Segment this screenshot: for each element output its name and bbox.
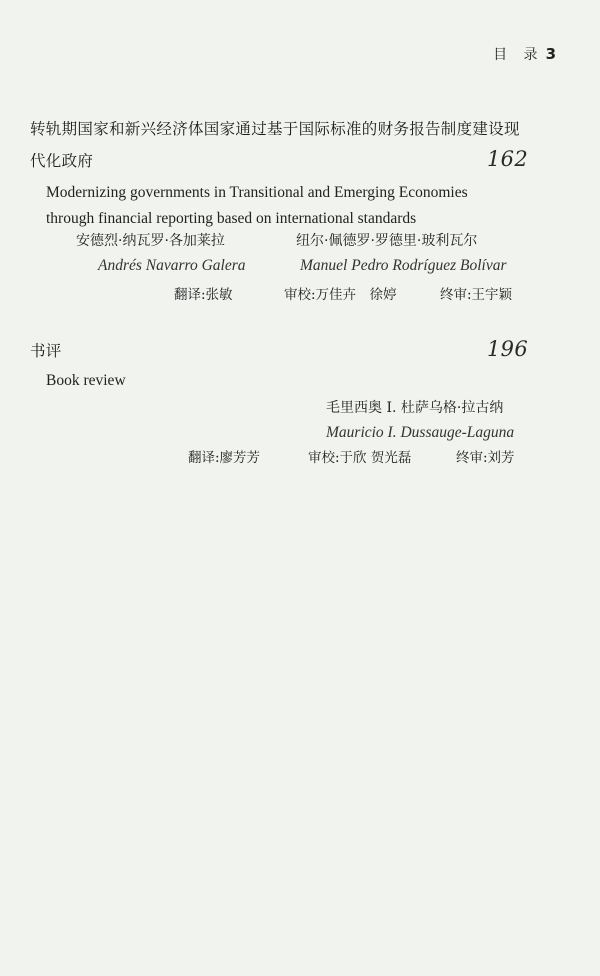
- entry-page-number[interactable]: 196: [487, 337, 528, 361]
- author-en-1: Mauricio I. Dussauge-Laguna: [326, 424, 515, 441]
- author-zh-2: 纽尔·佩德罗·罗德里·玻利瓦尔: [296, 233, 478, 249]
- toc-entry[interactable]: [30, 334, 528, 394]
- credit-reviewer: 审校:于欣 贺光磊: [308, 450, 412, 466]
- entry-zh-title: 书评: [30, 342, 62, 360]
- entry-en-title-line2: through financial reporting based on international standards: [46, 210, 417, 227]
- author-zh-1: 毛里西奥 I. 杜萨乌格·拉古纳: [326, 400, 504, 416]
- credit-final: 终审:王宇颖: [440, 287, 513, 303]
- credit-translator: 翻译:廖芳芳: [188, 450, 261, 466]
- entry-en-title: [46, 180, 528, 232]
- section-label: 目 录: [493, 47, 544, 63]
- author-en-2: Manuel Pedro Rodríguez Bolívar: [300, 257, 507, 274]
- author-zh-1: 安德烈·纳瓦罗·各加莱拉: [76, 233, 225, 249]
- entry-zh-title-row: [30, 334, 528, 366]
- entry-zh-title-line1: 转轨期国家和新兴经济体国家通过基于国际标准的财务报告制度建设现: [30, 120, 520, 138]
- credit-final: 终审:刘芳: [456, 450, 515, 466]
- entry-en-title: Book review: [46, 372, 126, 389]
- author-en-1: Andrés Navarro Galera: [98, 257, 246, 274]
- credit-reviewer: 审校:万佳卉 徐婷: [284, 287, 397, 303]
- running-header: [493, 44, 556, 64]
- entry-page-number[interactable]: 162: [487, 147, 528, 171]
- header-page-number: 3: [545, 45, 556, 63]
- credit-translator: 翻译:张敏: [174, 287, 233, 303]
- toc-entry[interactable]: [30, 114, 528, 232]
- entry-zh-title-line2: 代化政府: [30, 152, 94, 170]
- entry-zh-title-line2-row: [30, 144, 528, 176]
- entry-en-title-line1: Modernizing governments in Transitional and Emerging Economies: [46, 184, 468, 201]
